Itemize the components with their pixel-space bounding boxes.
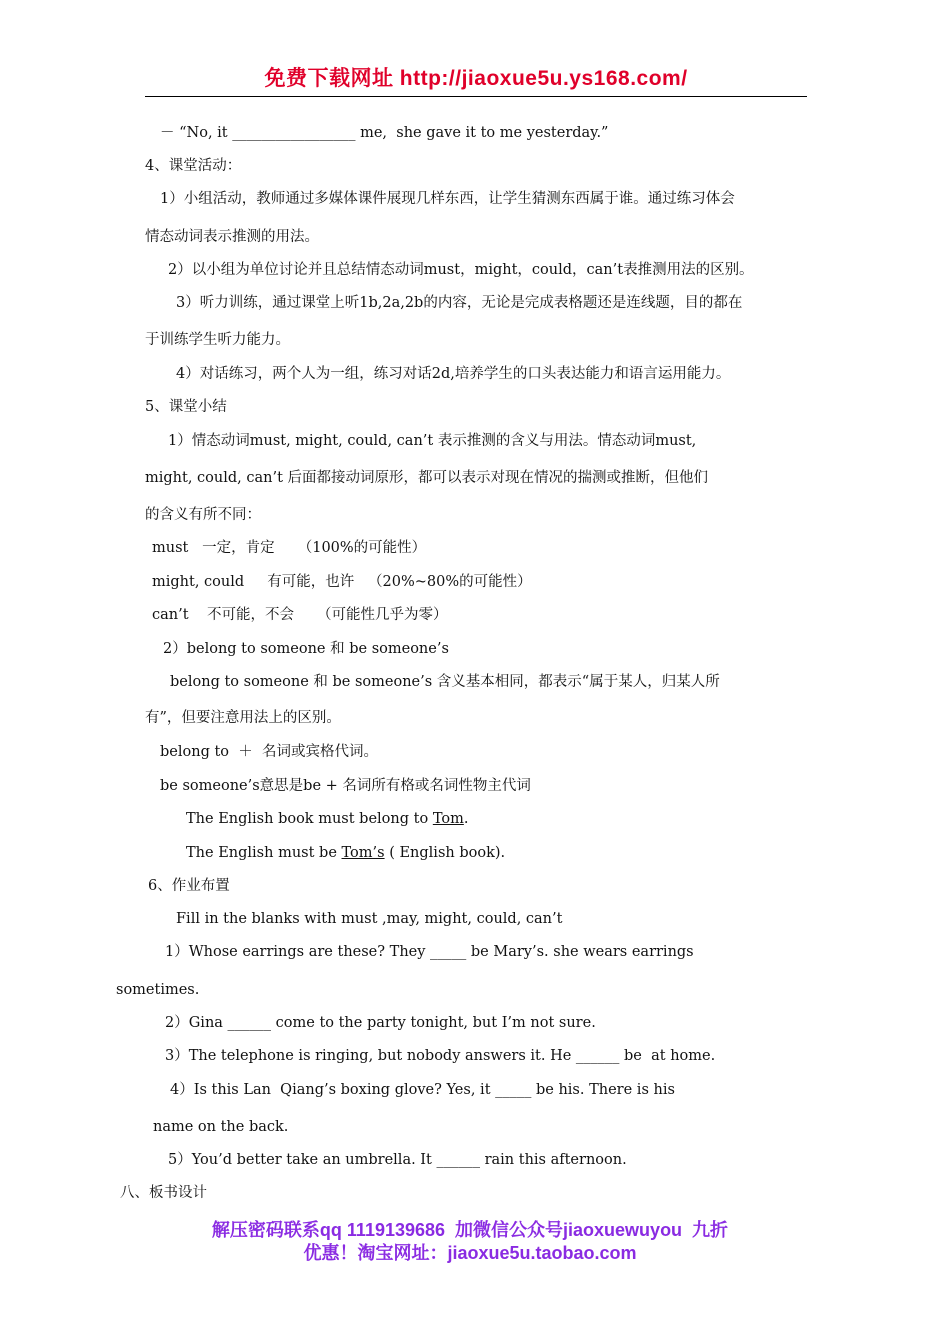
text-line: 有”，但要注意用法上的区别。 xyxy=(145,710,341,726)
example-text: The English must be xyxy=(186,845,342,861)
text-line: might, could, can’t 后面都接动词原形，都可以表示对现在情况的揣测或推断，但他们 xyxy=(145,470,709,486)
section-heading: 5、课堂小结 xyxy=(145,399,227,415)
page-header xyxy=(145,64,807,97)
underlined-word: Tom’s xyxy=(341,845,385,861)
text-line: be someone’s意思是be + 名词所有格或名词性物主代词 xyxy=(160,778,531,794)
text-line: belong to ＋ 名词或宾格代词。 xyxy=(160,744,378,760)
header-download-link[interactable]: 免费下载网址 http://jiaoxue5u.ys168.com/ xyxy=(264,67,688,90)
text-line: 4）对话练习，两个人为一组，练习对话2d,培养学生的口头表达能力和语言运用能力。 xyxy=(176,366,731,382)
text-line: name on the back. xyxy=(153,1119,289,1135)
text-line: 2）以小组为单位讨论并且总结情态动词must，might，could，can’t表推测用法的区别。 xyxy=(168,262,754,278)
underlined-word: Tom xyxy=(432,811,464,827)
section-heading: 6、作业布置 xyxy=(148,878,230,894)
text-line: must 一定，肯定 （100%的可能性） xyxy=(152,540,427,556)
example-sentence xyxy=(186,809,468,829)
text-line: belong to someone 和 be someone’s 含义基本相同，都表示“属于某人，归某人所 xyxy=(170,674,720,690)
footer-line-2: 优惠！淘宝网址：jiaoxue5u.taobao.com xyxy=(303,1243,637,1263)
text-line: Fill in the blanks with must ,may, might, could, can’t xyxy=(176,911,563,927)
section-heading: 4、课堂活动： xyxy=(145,158,242,174)
exercise-item: 2）Gina ______ come to the party tonight, but I’m not sure. xyxy=(165,1015,596,1031)
text-line: 1）小组活动，教师通过多媒体课件展现几样东西，让学生猜测东西属于谁。通过练习体会 xyxy=(160,191,735,207)
text-line: 2）belong to someone 和 be someone’s xyxy=(163,641,449,657)
footer-line-1: 解压密码联系qq 1119139686 加微信公众号jiaoxuewuyou 九折 xyxy=(211,1220,729,1240)
exercise-item: 1）Whose earrings are these? They _____ be Mary’s. she wears earrings xyxy=(165,944,694,960)
text-line: 情态动词表示推测的用法。 xyxy=(145,229,319,245)
text-line: 于训练学生听力能力。 xyxy=(145,332,290,348)
example-sentence xyxy=(186,843,505,863)
text-line: might, could 有可能，也许 （20%~80%的可能性） xyxy=(152,574,532,590)
text-line: 1）情态动词must, might, could, can’t 表示推测的含义与用法。情态动词must, xyxy=(168,433,697,449)
example-text: ( English book). xyxy=(384,845,506,861)
text-line: can’t 不可能，不会 （可能性几乎为零） xyxy=(152,607,448,623)
text-line: 3）听力训练，通过课堂上听1b,2a,2b的内容，无论是完成表格题还是连线题，目的都在 xyxy=(176,295,743,311)
section-heading: 八、板书设计 xyxy=(120,1185,207,1201)
exercise-item: 4）Is this Lan Qiang’s boxing glove? Yes, it _____ be his. There is his xyxy=(170,1082,675,1098)
text-line: 的含义有所不同： xyxy=(145,507,261,523)
text-line: － “No, it _________________ me, she gave it to me yesterday.” xyxy=(160,125,609,141)
example-text: The English book must belong to xyxy=(186,811,433,827)
example-text: . xyxy=(463,811,469,827)
exercise-item: 5）You’d better take an umbrella. It ______ rain this afternoon. xyxy=(168,1152,627,1168)
exercise-item: 3）The telephone is ringing, but nobody answers it. He ______ be at home. xyxy=(165,1048,716,1064)
text-line: sometimes. xyxy=(116,982,200,998)
